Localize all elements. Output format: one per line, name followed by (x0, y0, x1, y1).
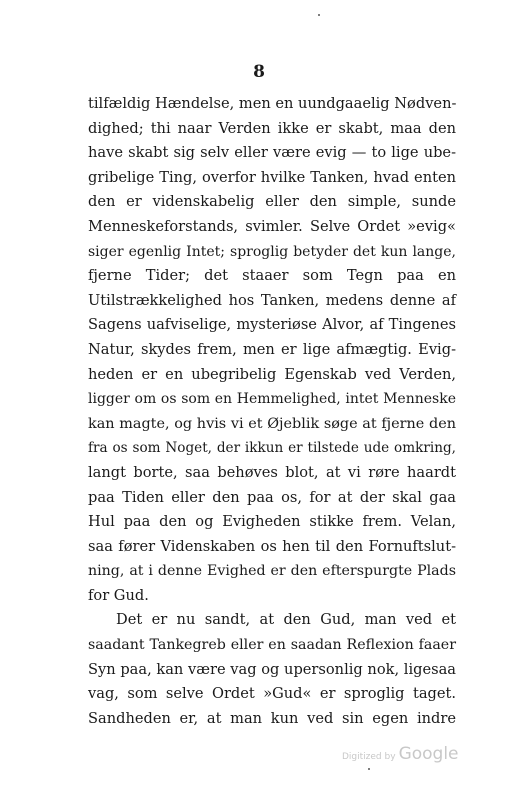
text-line: fjerne Tider; det staaer som Tegn paa en (88, 267, 456, 285)
watermark-prefix: Digitized by (342, 752, 396, 762)
text-line: Hul paa den og Evigheden stikke frem. Velan, (88, 513, 456, 531)
text-line: saa fører Videnskaben os hen til den Fornuftslut- (88, 537, 456, 555)
text-line: saadant Tankegreb eller en saadan Reflexion faaer (88, 637, 456, 654)
digitized-by-google-watermark (342, 744, 459, 764)
text-line: Utilstrækkelighed hos Tanken, medens denne af (88, 291, 456, 309)
text-line: have skabt sig selv eller være evig — to lige ube- (88, 144, 456, 162)
page-number: 8 (253, 62, 265, 82)
text-line: paa Tiden eller den paa os, for at der skal gaa (88, 488, 456, 506)
text-line: kan magte, og hvis vi et Øjeblik søge at fjerne den (88, 415, 456, 432)
text-line: dighed; thi naar Verden ikke er skabt, maa den (88, 119, 456, 137)
text-line: den er videnskabelig eller den simple, sunde (88, 193, 456, 211)
text-line: ning, at i denne Evighed er den efterspurgte Plads (88, 563, 456, 580)
text-line: vag, som selve Ordet »Gud« er sproglig taget. (88, 685, 456, 703)
text-line: heden er en ubegribelig Egenskab ved Verden, (88, 365, 456, 383)
text-line: Sagens uafviselige, mysteriøse Alvor, af Tingenes (88, 316, 456, 334)
text-line: langt borte, saa behøves blot, at vi røre haardt (88, 463, 456, 481)
scan-speck (368, 768, 370, 770)
google-logo: Google (398, 744, 459, 764)
text-line: Sandheden er, at man kun ved sin egen indre (88, 709, 456, 727)
body-text (88, 92, 456, 731)
text-line: siger egenlig Intet; sproglig betyder det kun lange, (88, 243, 456, 260)
text-line: tilfældig Hændelse, men en uundgaaelig Nødven- (88, 95, 457, 112)
text-line: gribelige Ting, overfor hvilke Tanken, hvad enten (88, 168, 456, 186)
paragraph-start-line: Det er nu sandt, at den Gud, man ved et (116, 611, 456, 629)
scan-speck (318, 14, 320, 16)
text-line: Natur, skydes frem, men er lige afmægtig. Evig- (88, 340, 456, 358)
paragraph-end-line: for Gud. (88, 586, 149, 604)
text-line: Menneskeforstands, svimler. Selve Ordet »evig« (88, 217, 456, 235)
text-line: Syn paa, kan være vag og upersonlig nok, ligesaa (88, 660, 456, 678)
text-line: fra os som Noget, der ikkun er tilstede ude omkring, (88, 440, 456, 457)
text-line: ligger om os som en Hemmelighed, intet Menneske (88, 391, 456, 408)
